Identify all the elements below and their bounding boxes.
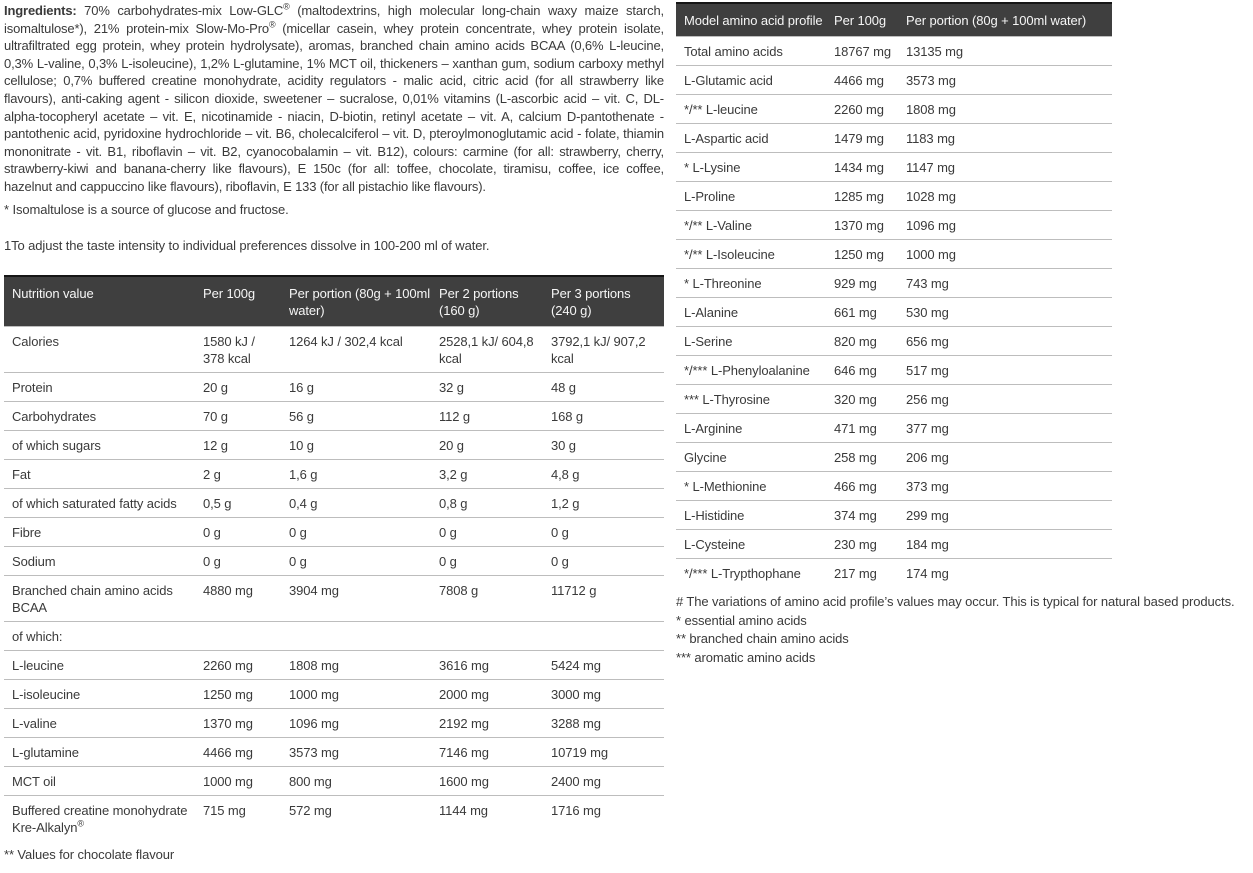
row-value: 184 mg [906, 530, 1112, 559]
row-value: 3288 mg [551, 708, 664, 737]
row-label: */** L-Isoleucine [676, 240, 834, 269]
table-row [4, 650, 664, 679]
table-row [4, 372, 664, 401]
row-value: 1370 mg [834, 211, 906, 240]
table-row [4, 679, 664, 708]
row-value: 471 mg [834, 414, 906, 443]
row-value: 530 mg [906, 298, 1112, 327]
row-label: L-isoleucine [4, 679, 203, 708]
row-value: 3000 mg [551, 679, 664, 708]
row-label: of which saturated fatty acids [4, 488, 203, 517]
amino-footnotes [676, 593, 1253, 667]
row-value: 0 g [203, 517, 289, 546]
row-value: 16 g [289, 372, 439, 401]
row-label: * L-Lysine [676, 153, 834, 182]
row-value: 656 mg [906, 327, 1112, 356]
row-value: 0 g [289, 546, 439, 575]
row-value: 1808 mg [906, 95, 1112, 124]
col-header-per-100g: Per 100g [834, 3, 906, 37]
row-value: 3616 mg [439, 650, 551, 679]
row-value: 11712 g [551, 575, 664, 621]
row-value: 7808 g [439, 575, 551, 621]
row-value: 377 mg [906, 414, 1112, 443]
table-row [4, 459, 664, 488]
row-value [551, 621, 664, 650]
amino-table-body [676, 37, 1112, 588]
row-value: 1370 mg [203, 708, 289, 737]
row-value: 7146 mg [439, 737, 551, 766]
registered-trademark-icon: ® [77, 818, 84, 829]
row-label: of which: [4, 621, 203, 650]
table-row [4, 401, 664, 430]
row-value: 1000 mg [203, 766, 289, 795]
row-value: 374 mg [834, 501, 906, 530]
table-row [4, 575, 664, 621]
row-value: 0 g [439, 517, 551, 546]
col-header-per-3-portions: Per 3 portions (240 g) [551, 276, 664, 327]
col-header-amino-profile: Model amino acid profile [676, 3, 834, 37]
row-label: L-Cysteine [676, 530, 834, 559]
nutrition-value-table [4, 275, 664, 841]
row-label: */** L-leucine [676, 95, 834, 124]
row-value: 0,4 g [289, 488, 439, 517]
table-row [676, 240, 1112, 269]
row-value: 2192 mg [439, 708, 551, 737]
row-value: 646 mg [834, 356, 906, 385]
col-header-per-100g: Per 100g [203, 276, 289, 327]
table-row [676, 327, 1112, 356]
table-row [676, 182, 1112, 211]
row-value: 1147 mg [906, 153, 1112, 182]
nutrition-table-header [4, 276, 664, 327]
table-row [4, 326, 664, 372]
row-value: 0 g [551, 546, 664, 575]
table-row [676, 269, 1112, 298]
row-value: 0 g [289, 517, 439, 546]
table-row [4, 708, 664, 737]
row-label: L-leucine [4, 650, 203, 679]
row-value: 1,6 g [289, 459, 439, 488]
row-value: 0 g [203, 546, 289, 575]
col-header-per-2-portions: Per 2 portions (160 g) [439, 276, 551, 327]
row-label: L-Alanine [676, 298, 834, 327]
row-value: 1028 mg [906, 182, 1112, 211]
row-value: 929 mg [834, 269, 906, 298]
row-value: 1600 mg [439, 766, 551, 795]
row-value: 466 mg [834, 472, 906, 501]
row-label: Calories [4, 326, 203, 372]
ingredients-text-part: (micellar casein, whey protein concentrate, whey protein isolate, ultrafiltrated egg protein, whey protein hydrolysate), aromas, branched chain amino acids BCAA (0,6% L-leucine, 0,3% L-valine, 0,3% L-isoleucine), 1,2% L-glutamine, 1% MCT oil, thickeners – xanthan gum, sodium carboxy methyl cellulose; 0,7% buffered creatine monohydrate, acidity regulators - malic acid, citric acid (for all strawberry like flavours), anti-caking agent - silicon dioxide, sweetener – sucralose, 0,01% vitamins (L-ascorbic acid – vit. C, DL-alpha-tocopheryl acetate – vit. E, nicotinamide - niacin, D-biotin, retinyl acetate – vit. A, calcium D-pantothenate - pantothenic acid, pyridoxine hydrochloride – vit. B6, cholecalciferol – vit. D, pteroylmonoglutamic acid - folate, thiamin mononitrate - vit. B1, riboflavin – vit. B2, cyanocobalamin – vit. B12), colours: carmine (for all: strawberry, cherry, strawberry-kiwi and banana-cherry like flavours), E 150c (for all: toffee, chocolate, tiramisu, coffee, ice coffee, hazelnut and cappuccino like flavours), riboflavin, E 133 (for all pistachio like flavours). [4, 20, 664, 194]
table-row [4, 737, 664, 766]
row-value: 4880 mg [203, 575, 289, 621]
row-label: L-Glutamic acid [676, 66, 834, 95]
row-value: 2260 mg [203, 650, 289, 679]
row-label: of which sugars [4, 430, 203, 459]
amino-footnote-line: * essential amino acids [676, 612, 807, 628]
row-label: L-Arginine [676, 414, 834, 443]
row-value: 299 mg [906, 501, 1112, 530]
amino-footnote-line: *** aromatic amino acids [676, 649, 816, 665]
nutrition-table-body [4, 326, 664, 841]
row-label: Total amino acids [676, 37, 834, 66]
row-value: 1264 kJ / 302,4 kcal [289, 326, 439, 372]
row-value: 256 mg [906, 385, 1112, 414]
row-value: 174 mg [906, 559, 1112, 588]
row-value: 1580 kJ / 378 kcal [203, 326, 289, 372]
row-label: */*** L-Phenyloalanine [676, 356, 834, 385]
chocolate-flavour-footnote: ** Values for chocolate flavour [4, 846, 175, 862]
row-value [289, 621, 439, 650]
row-label: Buffered creatine monohydrate Kre-Alkalyn® [4, 795, 203, 841]
amino-acid-profile-table [676, 2, 1112, 587]
row-label: Fibre [4, 517, 203, 546]
row-value: 3573 mg [906, 66, 1112, 95]
row-value: 1434 mg [834, 153, 906, 182]
row-value: 1000 mg [906, 240, 1112, 269]
table-row [4, 488, 664, 517]
row-value: 320 mg [834, 385, 906, 414]
row-value: 10719 mg [551, 737, 664, 766]
row-value: 2400 mg [551, 766, 664, 795]
row-label: Sodium [4, 546, 203, 575]
row-value: 715 mg [203, 795, 289, 841]
row-value: 4466 mg [203, 737, 289, 766]
row-value: 5424 mg [551, 650, 664, 679]
row-value: 18767 mg [834, 37, 906, 66]
table-row [676, 153, 1112, 182]
row-value [439, 621, 551, 650]
table-row [4, 430, 664, 459]
ingredients-label: Ingredients: [4, 3, 77, 18]
row-value: 2260 mg [834, 95, 906, 124]
row-value: 70 g [203, 401, 289, 430]
col-header-per-portion: Per portion (80g + 100ml water) [289, 276, 439, 327]
left-column [4, 2, 664, 873]
table-row [676, 501, 1112, 530]
row-value: 373 mg [906, 472, 1112, 501]
row-label: */** L-Valine [676, 211, 834, 240]
row-label: MCT oil [4, 766, 203, 795]
row-value: 32 g [439, 372, 551, 401]
table-row [4, 517, 664, 546]
row-value: 2000 mg [439, 679, 551, 708]
amino-footnote-line: ** branched chain amino acids [676, 631, 849, 646]
row-value: 217 mg [834, 559, 906, 588]
row-value: 2528,1 kJ/ 604,8 kcal [439, 326, 551, 372]
row-label: Protein [4, 372, 203, 401]
row-label: L-Serine [676, 327, 834, 356]
table-row [676, 95, 1112, 124]
row-value: 820 mg [834, 327, 906, 356]
table-row [4, 546, 664, 575]
row-value: 0,5 g [203, 488, 289, 517]
row-value: 30 g [551, 430, 664, 459]
row-value: 168 g [551, 401, 664, 430]
row-label: L-valine [4, 708, 203, 737]
row-value: 3,2 g [439, 459, 551, 488]
header-row [676, 3, 1112, 37]
row-value: 0,8 g [439, 488, 551, 517]
registered-trademark-icon: ® [268, 19, 276, 30]
row-label: L-glutamine [4, 737, 203, 766]
registered-trademark-icon: ® [283, 1, 290, 12]
row-value: 1096 mg [906, 211, 1112, 240]
row-value: 1183 mg [906, 124, 1112, 153]
row-label: Fat [4, 459, 203, 488]
row-value: 4466 mg [834, 66, 906, 95]
row-value: 1096 mg [289, 708, 439, 737]
row-value: 112 g [439, 401, 551, 430]
row-value: 12 g [203, 430, 289, 459]
row-value: 3573 mg [289, 737, 439, 766]
table-row [676, 443, 1112, 472]
row-label: L-Aspartic acid [676, 124, 834, 153]
row-value: 1808 mg [289, 650, 439, 679]
row-value: 1285 mg [834, 182, 906, 211]
row-label: L-Histidine [676, 501, 834, 530]
table-row [676, 559, 1112, 588]
table-row [676, 356, 1112, 385]
row-value: 572 mg [289, 795, 439, 841]
row-value: 1250 mg [203, 679, 289, 708]
table-row [676, 472, 1112, 501]
row-label: Branched chain amino acids BCAA [4, 575, 203, 621]
row-value [203, 621, 289, 650]
row-value: 258 mg [834, 443, 906, 472]
right-column [676, 2, 1253, 873]
table-row [676, 385, 1112, 414]
col-header-nutrition-value: Nutrition value [4, 276, 203, 327]
table-row [676, 530, 1112, 559]
row-value: 517 mg [906, 356, 1112, 385]
row-value: 3792,1 kJ/ 907,2 kcal [551, 326, 664, 372]
table-row [676, 298, 1112, 327]
header-row [4, 276, 664, 327]
row-value: 2 g [203, 459, 289, 488]
table-row [676, 37, 1112, 66]
table-row [676, 124, 1112, 153]
row-label: Glycine [676, 443, 834, 472]
row-value: 20 g [203, 372, 289, 401]
ingredients-text-part: (maltodextrins, high molecular long-chain waxy maize starch, isomaltulose*), 21% protein-mix Slow-Mo-Pro [4, 3, 664, 36]
row-value: 0 g [551, 517, 664, 546]
amino-table-header [676, 3, 1112, 37]
row-label: */*** L-Trypthophane [676, 559, 834, 588]
row-value: 13135 mg [906, 37, 1112, 66]
amino-footnote-line: # The variations of amino acid profile’s values may occur. This is typical for natural based products. [676, 594, 1235, 609]
row-value: 1250 mg [834, 240, 906, 269]
row-value: 1479 mg [834, 124, 906, 153]
row-label: *** L-Thyrosine [676, 385, 834, 414]
row-value: 20 g [439, 430, 551, 459]
table-row [4, 766, 664, 795]
row-value: 743 mg [906, 269, 1112, 298]
col-header-per-portion: Per portion (80g + 100ml water) [906, 3, 1112, 37]
row-value: 3904 mg [289, 575, 439, 621]
ingredients-text-part: 70% carbohydrates-mix Low-GLC [76, 3, 284, 18]
row-value: 206 mg [906, 443, 1112, 472]
row-value: 800 mg [289, 766, 439, 795]
row-label: L-Proline [676, 182, 834, 211]
table-row [676, 414, 1112, 443]
row-label: Carbohydrates [4, 401, 203, 430]
row-label: * L-Methionine [676, 472, 834, 501]
table-row [676, 66, 1112, 95]
table-row [4, 621, 664, 650]
row-value: 1716 mg [551, 795, 664, 841]
row-value: 1,2 g [551, 488, 664, 517]
row-value: 661 mg [834, 298, 906, 327]
row-label: * L-Threonine [676, 269, 834, 298]
table-row [4, 795, 664, 841]
row-value: 48 g [551, 372, 664, 401]
row-value: 0 g [439, 546, 551, 575]
row-value: 10 g [289, 430, 439, 459]
row-value: 4,8 g [551, 459, 664, 488]
row-value: 56 g [289, 401, 439, 430]
ingredients-paragraph [4, 2, 664, 196]
table-row [676, 211, 1112, 240]
row-value: 1000 mg [289, 679, 439, 708]
isomaltulose-footnote: * Isomaltulose is a source of glucose and fructose. [4, 201, 289, 217]
row-value: 1144 mg [439, 795, 551, 841]
row-value: 230 mg [834, 530, 906, 559]
taste-adjust-note: 1To adjust the taste intensity to individual preferences dissolve in 100-200 ml of water. [4, 237, 490, 253]
